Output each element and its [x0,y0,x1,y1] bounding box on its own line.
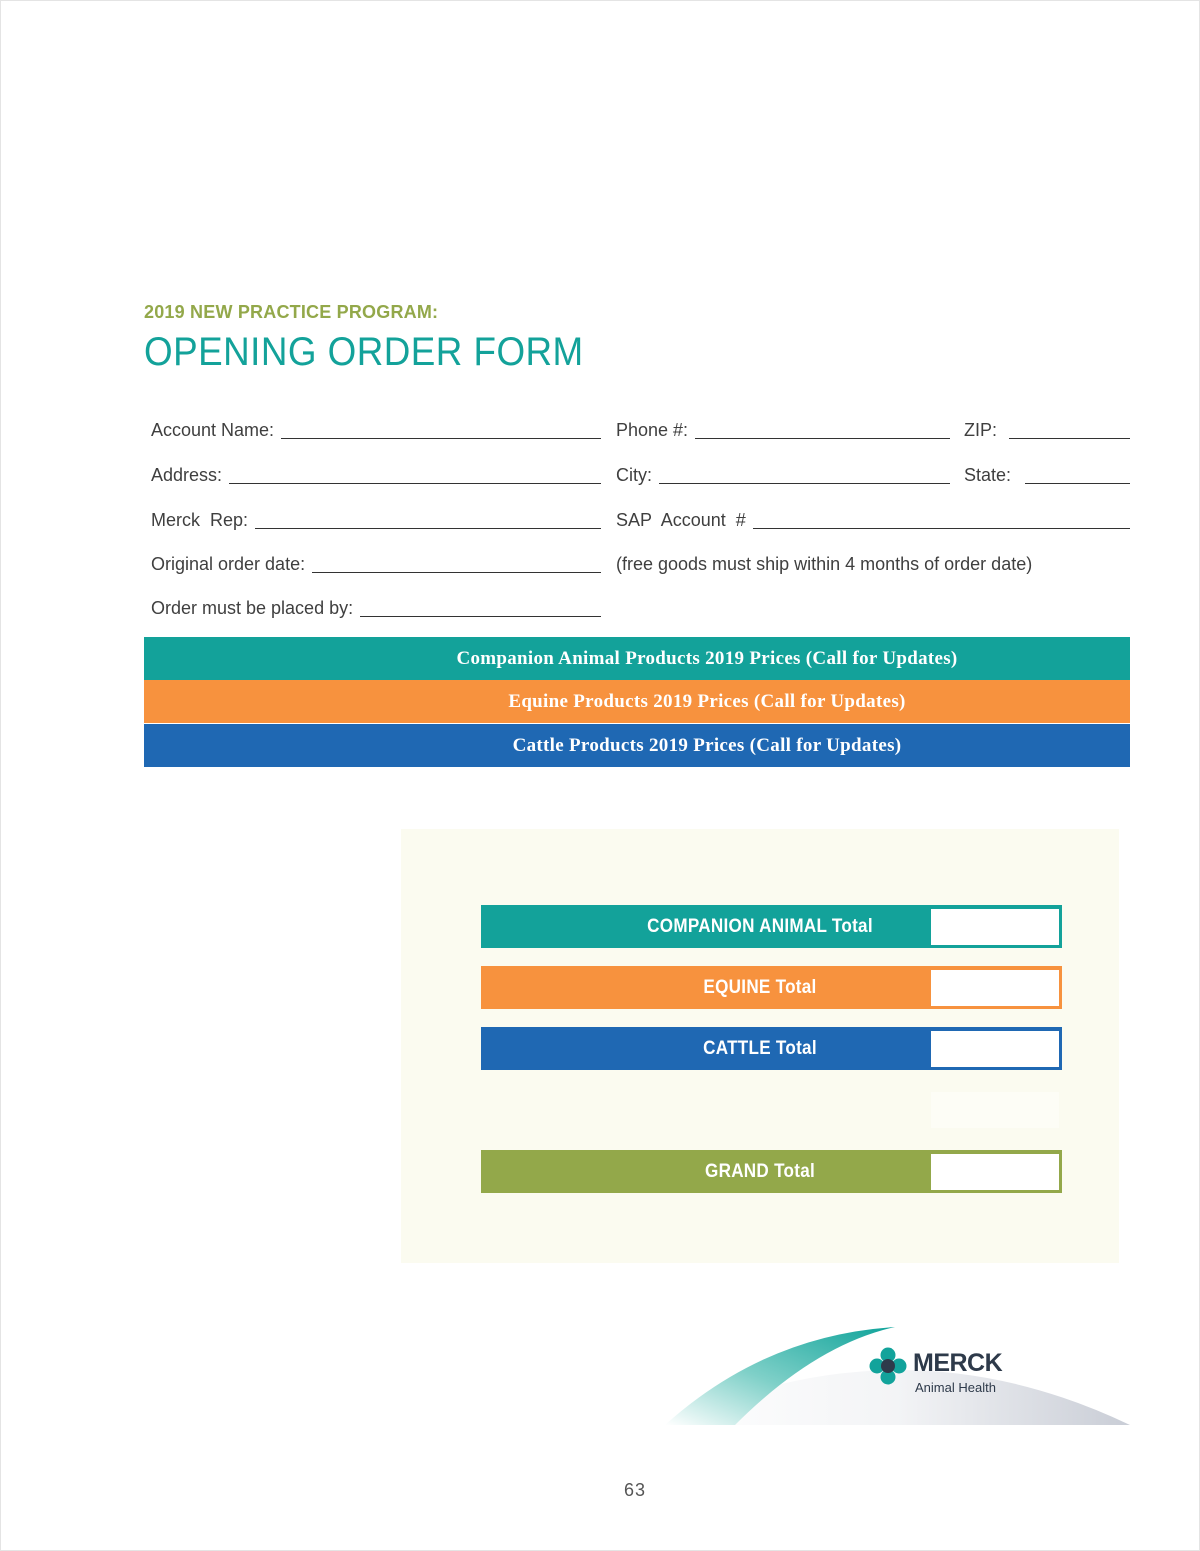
sap-account-field[interactable] [616,510,1130,531]
phone-field[interactable] [616,420,950,441]
cattle-total-label: CATTLE Total [703,1037,817,1059]
hidden-total-row [481,1088,1062,1131]
grand-total-label: GRAND Total [705,1160,815,1182]
order-placed-by-label: Order must be placed by: [151,598,354,618]
free-goods-note: (free goods must ship within 4 months of order date) [616,554,1033,574]
address-label: Address: [151,465,223,485]
address-input-line[interactable] [229,465,601,484]
cattle-total-input[interactable] [931,1031,1059,1067]
cattle-prices-label: Cattle Products 2019 Prices (Call for Updates) [512,734,902,756]
grand-total-row [481,1150,1062,1193]
grand-total-input[interactable] [931,1154,1059,1190]
phone-input-line[interactable] [695,420,950,439]
zip-field[interactable] [964,420,1130,441]
equine-total-row [481,966,1062,1009]
state-field[interactable] [964,465,1130,486]
address-field[interactable] [151,465,601,486]
city-field[interactable] [616,465,950,486]
companion-animal-total-row [481,905,1062,948]
sap-account-input-line[interactable] [753,510,1130,529]
merck-rep-field[interactable] [151,510,601,531]
page-title: OPENING ORDER FORM [144,330,584,374]
state-label: State: [964,465,1012,485]
city-input-line[interactable] [659,465,950,484]
companion-animal-prices-band[interactable] [144,637,1130,680]
order-placed-by-field[interactable] [151,598,601,619]
original-order-date-label: Original order date: [151,554,306,574]
sap-account-label: SAP Account # [616,510,746,530]
merck-logo-icon [869,1347,907,1385]
city-label: City: [616,465,652,485]
zip-label: ZIP: [964,420,998,440]
cattle-prices-band[interactable] [144,724,1130,767]
account-name-label: Account Name: [151,420,275,440]
account-name-field[interactable] [151,420,601,441]
merck-rep-label: Merck Rep: [151,510,249,530]
zip-input-line[interactable] [1009,420,1130,439]
merck-subtitle: Animal Health [915,1380,996,1395]
companion-animal-total-input[interactable] [931,909,1059,945]
hidden-total-input [931,1092,1059,1128]
merck-wordmark: MERCK [913,1349,1003,1377]
phone-label: Phone #: [616,420,689,440]
equine-total-input[interactable] [931,970,1059,1006]
original-order-date-input-line[interactable] [312,554,601,573]
companion-animal-total-label: COMPANION ANIMAL Total [647,915,873,937]
equine-total-label: EQUINE Total [703,976,817,998]
companion-animal-prices-label: Companion Animal Products 2019 Prices (Call for Updates) [456,647,958,669]
cattle-total-row [481,1027,1062,1070]
program-eyebrow: 2019 NEW PRACTICE PROGRAM: [144,302,439,322]
equine-prices-band[interactable] [144,680,1130,723]
account-name-input-line[interactable] [281,420,601,439]
page-number: 63 [623,1480,647,1500]
order-placed-by-input-line[interactable] [360,598,601,617]
original-order-date-field[interactable] [151,554,601,575]
merck-rep-input-line[interactable] [255,510,601,529]
state-input-line[interactable] [1025,465,1130,484]
equine-prices-label: Equine Products 2019 Prices (Call for Updates) [508,690,906,712]
